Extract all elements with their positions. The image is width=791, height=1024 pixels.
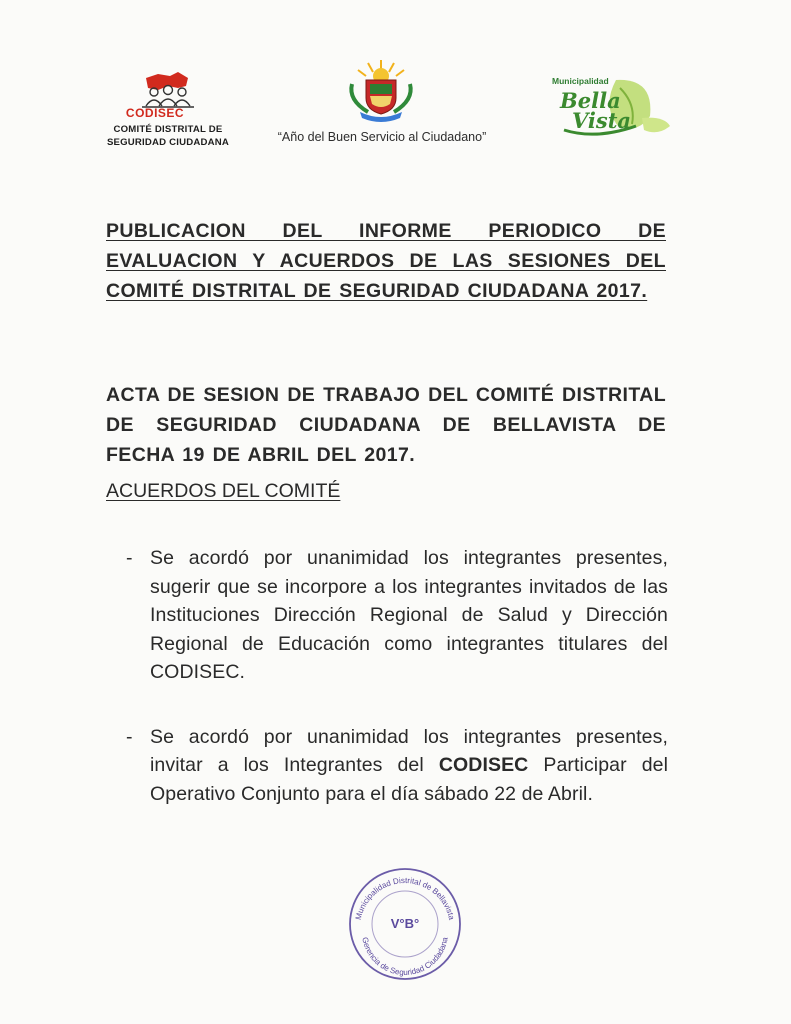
stamp-seal-icon — [344, 866, 466, 982]
bellavista-logo — [546, 76, 674, 142]
agreement-text-bold: CODISEC — [438, 754, 529, 776]
motto-text: “Año del Buen Servicio al Ciudadano” — [277, 130, 487, 144]
approval-stamp — [344, 866, 466, 982]
codisec-caption-line2: SEGURIDAD CIUDADANA — [106, 136, 230, 148]
municipality-label: Municipalidad — [552, 76, 609, 86]
codisec-logo-word: CODISEC — [125, 106, 185, 120]
codisec-logo — [88, 70, 248, 160]
municipality-name-1: Bella — [560, 88, 621, 113]
stamp-center-text: V°B° — [390, 916, 420, 931]
regional-crest-logo — [338, 56, 424, 122]
acuerdos-title: ACUERDOS DEL COMITÉ — [106, 480, 341, 502]
agreement-text-before: Se acordó por unanimidad los integrantes presentes, invitar a los Integrantes del — [150, 725, 668, 776]
codisec-caption-line1: COMITÉ DISTRITAL DE — [113, 124, 223, 135]
agreement-text: Se acordó por unanimidad los integrantes presentes, sugerir que se incorpore a los integrantes invitados de las Instituciones Dirección Regional de Salud y Dirección Regional de Educación como integrantes titulares del CODISEC. — [150, 547, 668, 683]
agreement-text-after: Participar del Operativo Conjunto para el día sábado 22 de Abril. — [150, 754, 669, 805]
list-dash: - — [126, 547, 133, 569]
crest-emblem-icon — [338, 56, 424, 122]
publication-heading: PUBLICACION DEL INFORME PERIODICO DE EVALUACION Y ACUERDOS DE LAS SESIONES DEL COMITÉ DISTRITAL DE SEGURIDAD CIUDADANA 2017. — [106, 220, 666, 302]
acta-heading: ACTA DE SESION DE TRABAJO DEL COMITÉ DISTRITAL DE SEGURIDAD CIUDADANA DE BELLAVISTA DE FECHA 19 DE ABRIL DEL 2017. — [106, 384, 666, 466]
list-dash: - — [126, 725, 133, 748]
stamp-ring-bottom: Gerencia de Seguridad Ciudadana — [360, 936, 450, 978]
municipality-name-2: Vista — [572, 108, 632, 133]
stamp-ring-top: Municipalidad Distrital de Bellavista — [353, 875, 457, 921]
svg-text:Gerencia de Seguridad Ciudadan — [360, 936, 449, 977]
codisec-caption — [88, 124, 248, 149]
agreements-list — [126, 544, 668, 844]
agreement-item — [126, 544, 668, 687]
agreement-text — [150, 723, 668, 809]
agreement-item — [126, 723, 668, 809]
